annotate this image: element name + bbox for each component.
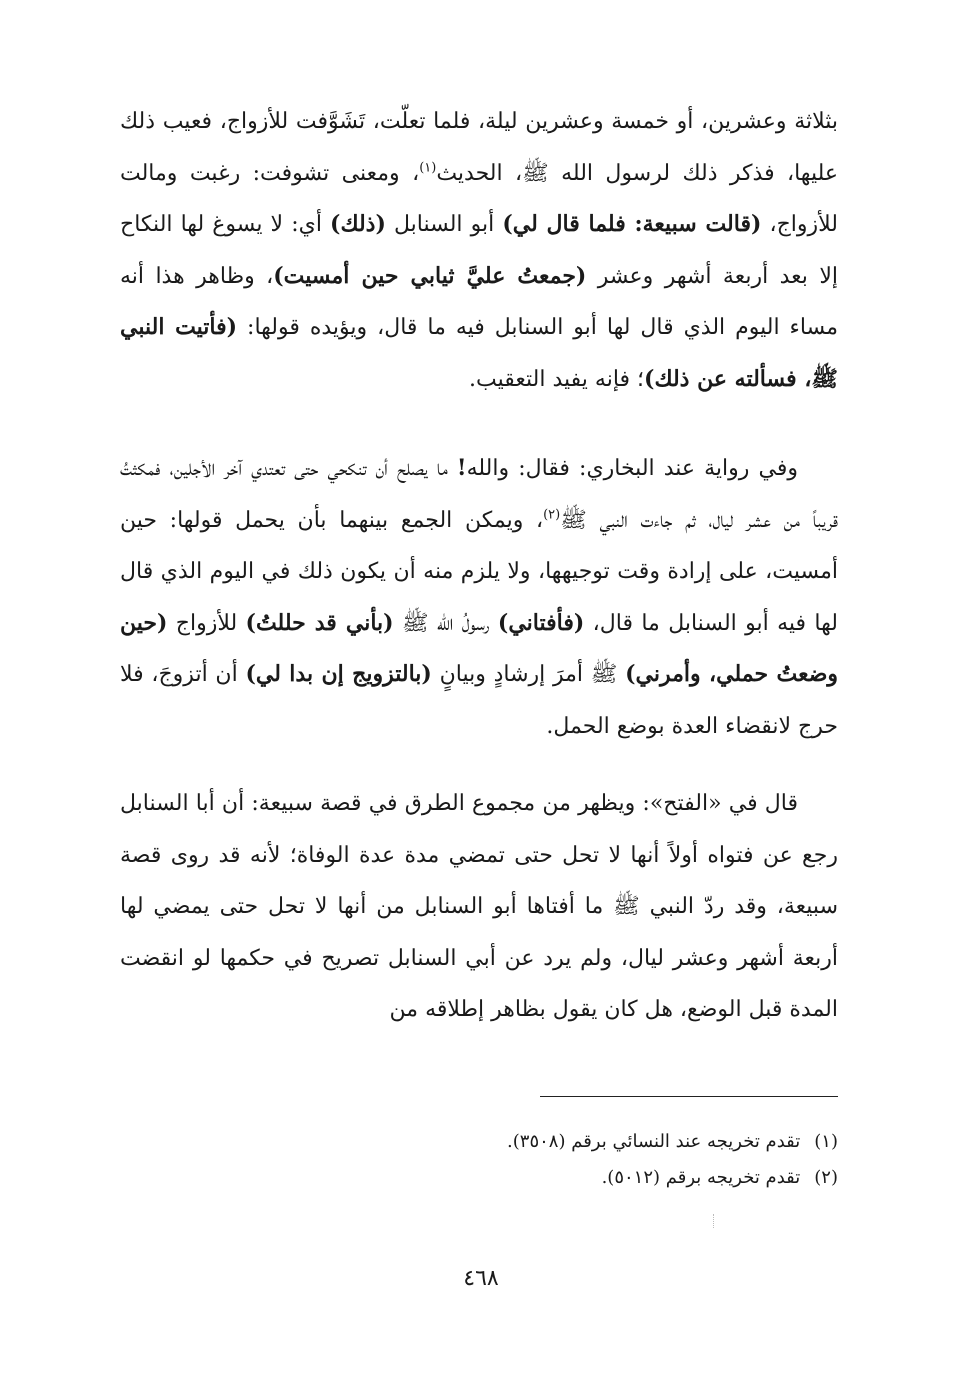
text-run: ، ويمكن الجمع بينهما بأن يحمل قولها: حين أمسيت، على إرادة وقت توجيهها، ولا يلزم منه أن يكون ذلك في اليوم الذي قال لها فيه أبو السنابل ما قال، [120, 507, 838, 636]
text-run: وفي رواية عند البخاري: فقال: والله [466, 456, 798, 481]
text-run: ﷺ أمرَ إرشادٍ وبيانٍ [431, 662, 626, 687]
footnote-1 [507, 1124, 838, 1160]
text-run: ، وظاهر هذا أنه مساء اليوم الذي قال لها أبو السنابل فيه ما قال، ويؤيده قولها: [120, 263, 838, 340]
text-run: أي: لا يسوغ لها النكاح إلا بعد أربعة أشهر وعشر [120, 212, 838, 289]
quote-bold: ! [456, 455, 467, 481]
quote-bold: (حين وضعتُ حملي، وأمرني) [120, 609, 838, 687]
scan-speck [713, 1214, 716, 1228]
text-run: ما يصلح أن تنكحي حتى تعتدي آخر الأجلين، فمكثتُ قريباً من عشر ليال، ثم جاءت النبي ﷺ [120, 456, 838, 533]
footnote-divider [540, 1096, 838, 1097]
text-run: أن أتزوجَ، فلا حرج لانقضاء العدة بوضع الحمل. [120, 662, 838, 739]
text-run: رسولُ الله ﷺ [393, 610, 498, 636]
footnote-text: تقدم تخريجه عند النسائي برقم (٣٥٠٨). [507, 1131, 801, 1152]
footnote-ref-1[interactable]: (١) [419, 160, 437, 176]
page-number: ٤٦٨ [463, 1266, 499, 1291]
quote-bold: (فأتيت النبي ﷺ، فسألته عن ذلك) [120, 314, 838, 392]
footnote-number: (٢) [814, 1167, 838, 1188]
footnote-2 [507, 1160, 838, 1196]
text-run: ؛ فإنه يفيد التعقيب. [469, 366, 645, 392]
footnote-number: (١) [814, 1131, 838, 1152]
paragraph-2 [120, 443, 838, 752]
paragraph-3 [120, 778, 838, 1036]
text-run: للأزواج [167, 610, 246, 636]
text-run: قال في «الفتح»: ويظهر من مجموع الطرق في قصة سبيعة: أن أبا السنابل رجع عن فتواه أولاً أنها لا تحل حتى تمضي مدة عدة الوفاة؛ لأنه قد روى قصة سبيعة، وقد ردّ النبي ﷺ ما أفتاها أبو السنابل من أنها لا تحل حتى يمضي لها أربعة أشهر وعشر ليال، ولم يرد عن أبي السنابل تصريح في حكمها لو انقضت المدة قبل الوضع، هل كان يقول بظاهر إطلاقه من [120, 791, 838, 1022]
text-run: بثلاثة وعشرين، أو خمسة وعشرين ليلة، فلما تعلّت، تَشَوَّفت للأزواج، فعيب ذلك عليها، فذكر ذلك لرسول الله ﷺ، الحديث [120, 109, 838, 186]
footnotes [507, 1124, 838, 1196]
footnote-ref-2[interactable]: (٢) [543, 507, 561, 523]
quote-bold: (فأفتاني) [497, 609, 585, 636]
quote-bold: (بالتزويج إن بدا لي) [245, 661, 432, 687]
quote-bold: (قالت سبيعة: فلما قال لي) [502, 211, 762, 237]
text-run: أبو السنابل [385, 212, 503, 237]
paragraph-1 [120, 96, 838, 405]
quote-bold: (جمعتُ عليَّ ثيابي حين أمسيت) [273, 262, 587, 289]
quote-bold: (بأني قد حللتُ) [245, 609, 394, 636]
quote-bold: (ذلك) [330, 211, 386, 237]
text-run: ، ومعنى تشوفت: رغبت ومالت للأزواج، [120, 160, 838, 237]
main-text [120, 96, 838, 1036]
footnote-text: تقدم تخريجه برقم (٥٠١٢). [601, 1167, 801, 1188]
